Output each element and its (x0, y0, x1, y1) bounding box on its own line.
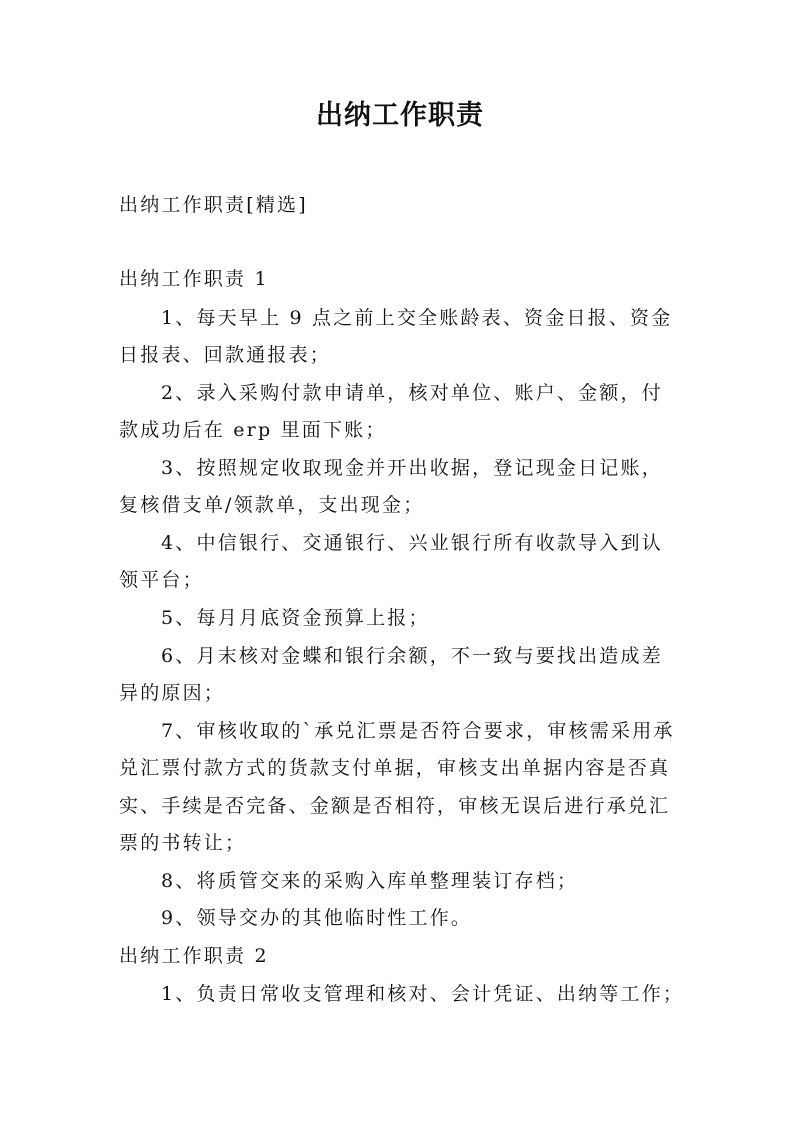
paragraph-line: 1、负责日常收支管理和核对、会计凭证、出纳等工作； (161, 983, 685, 1005)
paragraph-line: 日报表、回款通报表； (119, 344, 332, 366)
paragraph-line: 8、将质管交来的采购入库单整理装订存档； (161, 870, 579, 892)
document-title: 出纳工作职责 (316, 100, 484, 131)
paragraph-line: 3、按照规定收取现金并开出收据，登记现金日记账， (161, 457, 663, 479)
paragraph-line: 兑汇票付款方式的货款支付单据，审核支出单据内容是否真 (119, 757, 671, 779)
paragraph-line: 6、月末核对金蝶和银行余额，不一致与要找出造成差 (161, 645, 663, 667)
paragraph-line: 9、领导交办的其他临时性工作。 (161, 907, 473, 929)
paragraph-line: 实、手续是否完备、金额是否相符，审核无误后进行承兑汇 (119, 795, 671, 817)
paragraph-line: 5、每月月底资金预算上报； (161, 607, 430, 629)
paragraph-line: 1、每天早上 9 点之前上交全账龄表、资金日报、资金 (161, 307, 673, 329)
paragraph-line: 复核借支单/领款单，支出现金； (119, 494, 425, 516)
paragraph-line: 2、录入采购付款申请单，核对单位、账户、金额，付 (161, 382, 663, 404)
paragraph-line: 票的书转让； (119, 832, 247, 854)
section-heading-2: 出纳工作职责 2 (119, 945, 269, 967)
document-subtitle: 出纳工作职责[精选] (119, 194, 308, 216)
section-heading-1: 出纳工作职责 1 (119, 268, 269, 290)
paragraph-line: 领平台； (119, 569, 204, 591)
paragraph-line: 异的原因； (119, 682, 226, 704)
paragraph-line: 4、中信银行、交通银行、兴业银行所有收款导入到认 (161, 532, 663, 554)
paragraph-line: 7、审核收取的`承兑汇票是否符合要求，审核需采用承 (161, 720, 675, 742)
paragraph-line: 款成功后在 erp 里面下账； (119, 419, 387, 441)
